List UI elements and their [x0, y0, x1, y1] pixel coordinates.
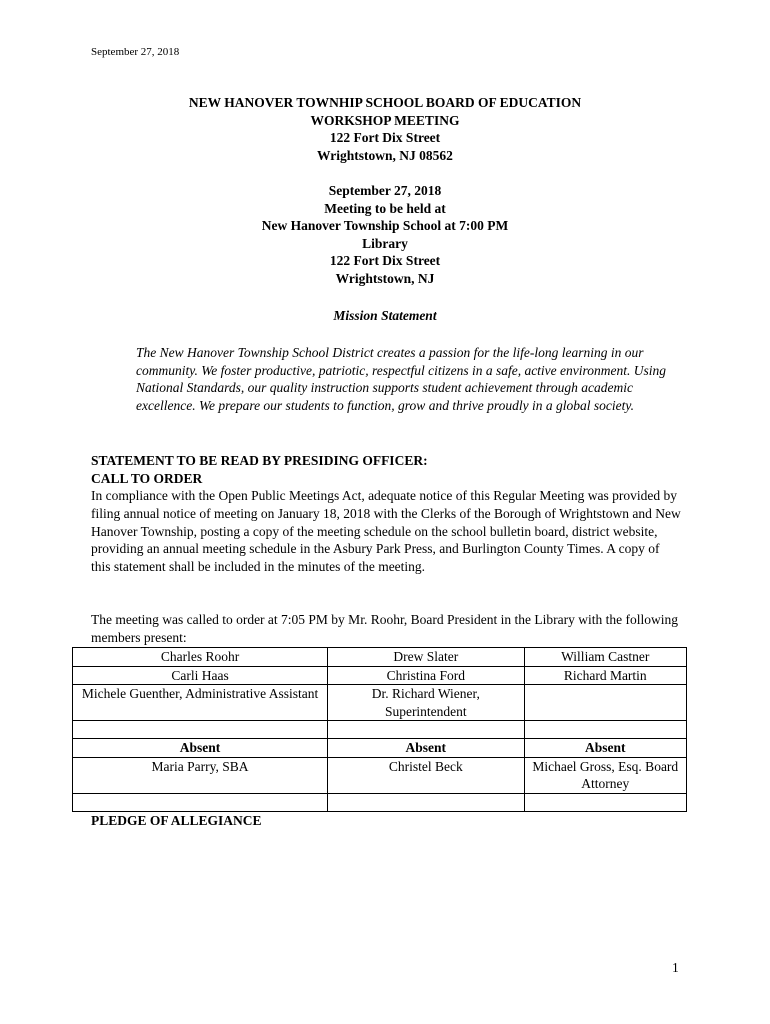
table-cell-empty — [328, 721, 524, 739]
table-cell: Michael Gross, Esq. Board Attorney — [524, 757, 686, 793]
mission-text: The New Hanover Township School District creates a passion for the life-long learning in our community. We foster productive, patriotic, respectful citizens in a safe, active environment. Using National Standards, our quality instruction supports student achievement through academic excellence. We prepare our students to function, grow and thrive proudly in a global society. — [136, 345, 667, 413]
meeting-details — [0, 182, 770, 287]
statement-heading-presiding: STATEMENT TO BE READ BY PRESIDING OFFICER: — [91, 453, 428, 468]
table-cell: Dr. Richard Wiener, Superintendent — [328, 685, 524, 721]
table-cell: Drew Slater — [328, 648, 524, 667]
table-cell: William Castner — [524, 648, 686, 667]
table-cell — [524, 685, 686, 721]
table-cell: Christel Beck — [328, 757, 524, 793]
table-cell: Christina Ford — [328, 666, 524, 685]
absent-header: Absent — [73, 739, 328, 758]
meeting-date: September 27, 2018 — [328, 183, 442, 198]
meeting-street: 122 Fort Dix Street — [329, 253, 441, 268]
mission-title: Mission Statement — [333, 308, 437, 323]
header-street: 122 Fort Dix Street — [329, 130, 441, 145]
table-cell: Michele Guenther, Administrative Assistant — [73, 685, 328, 721]
table-cell-empty — [328, 793, 524, 811]
statement-text: In compliance with the Open Public Meetings Act, adequate notice of this Regular Meeting was provided by filing annual notice of meeting on January 18, 2018 with the Clerks of the Borough of Wrightstown and New Hanover Township, posting a copy of the meeting schedule on the school bulletin board, district website, providing an annual meeting schedule in the Asbury Park Press, and Burlington County Times. A copy of this statement shall be included in the minutes of the meeting. — [91, 488, 681, 575]
absent-header-row — [73, 739, 687, 758]
meeting-city: Wrightstown, NJ — [335, 270, 435, 286]
meeting-held-at: Meeting to be held at — [324, 200, 446, 216]
table-row-empty — [73, 721, 687, 739]
pledge-heading: PLEDGE OF ALLEGIANCE — [91, 813, 262, 828]
table-cell-empty — [73, 721, 328, 739]
meeting-room: Library — [362, 235, 408, 251]
statement-heading — [91, 452, 428, 487]
table-cell: Maria Parry, SBA — [73, 757, 328, 793]
table-cell: Richard Martin — [524, 666, 686, 685]
header-date: September 27, 2018 — [91, 46, 180, 58]
table-cell-empty — [73, 793, 328, 811]
absent-header: Absent — [328, 739, 524, 758]
board-name: NEW HANOVER TOWNHIP SCHOOL BOARD OF EDUCATION — [188, 95, 582, 110]
table-row — [73, 757, 687, 793]
called-to-order-text: The meeting was called to order at 7:05 PM by Mr. Roohr, Board President in the Library with the following members present: — [91, 612, 678, 645]
meeting-type: WORKSHOP MEETING — [310, 112, 460, 128]
page-number: 1 — [672, 960, 679, 975]
table-cell: Charles Roohr — [73, 648, 328, 667]
table-cell: Carli Haas — [73, 666, 328, 685]
table-row-empty — [73, 793, 687, 811]
document-header — [0, 94, 770, 164]
table-row — [73, 666, 687, 685]
header-city: Wrightstown, NJ 08562 — [317, 147, 453, 163]
meeting-location: New Hanover Township School at 7:00 PM — [261, 218, 509, 233]
table-row — [73, 685, 687, 721]
table-cell-empty — [524, 793, 686, 811]
table-cell-empty — [524, 721, 686, 739]
attendance-table — [72, 647, 687, 812]
absent-header: Absent — [524, 739, 686, 758]
statement-heading-call-to-order: CALL TO ORDER — [91, 470, 203, 486]
table-row — [73, 648, 687, 667]
